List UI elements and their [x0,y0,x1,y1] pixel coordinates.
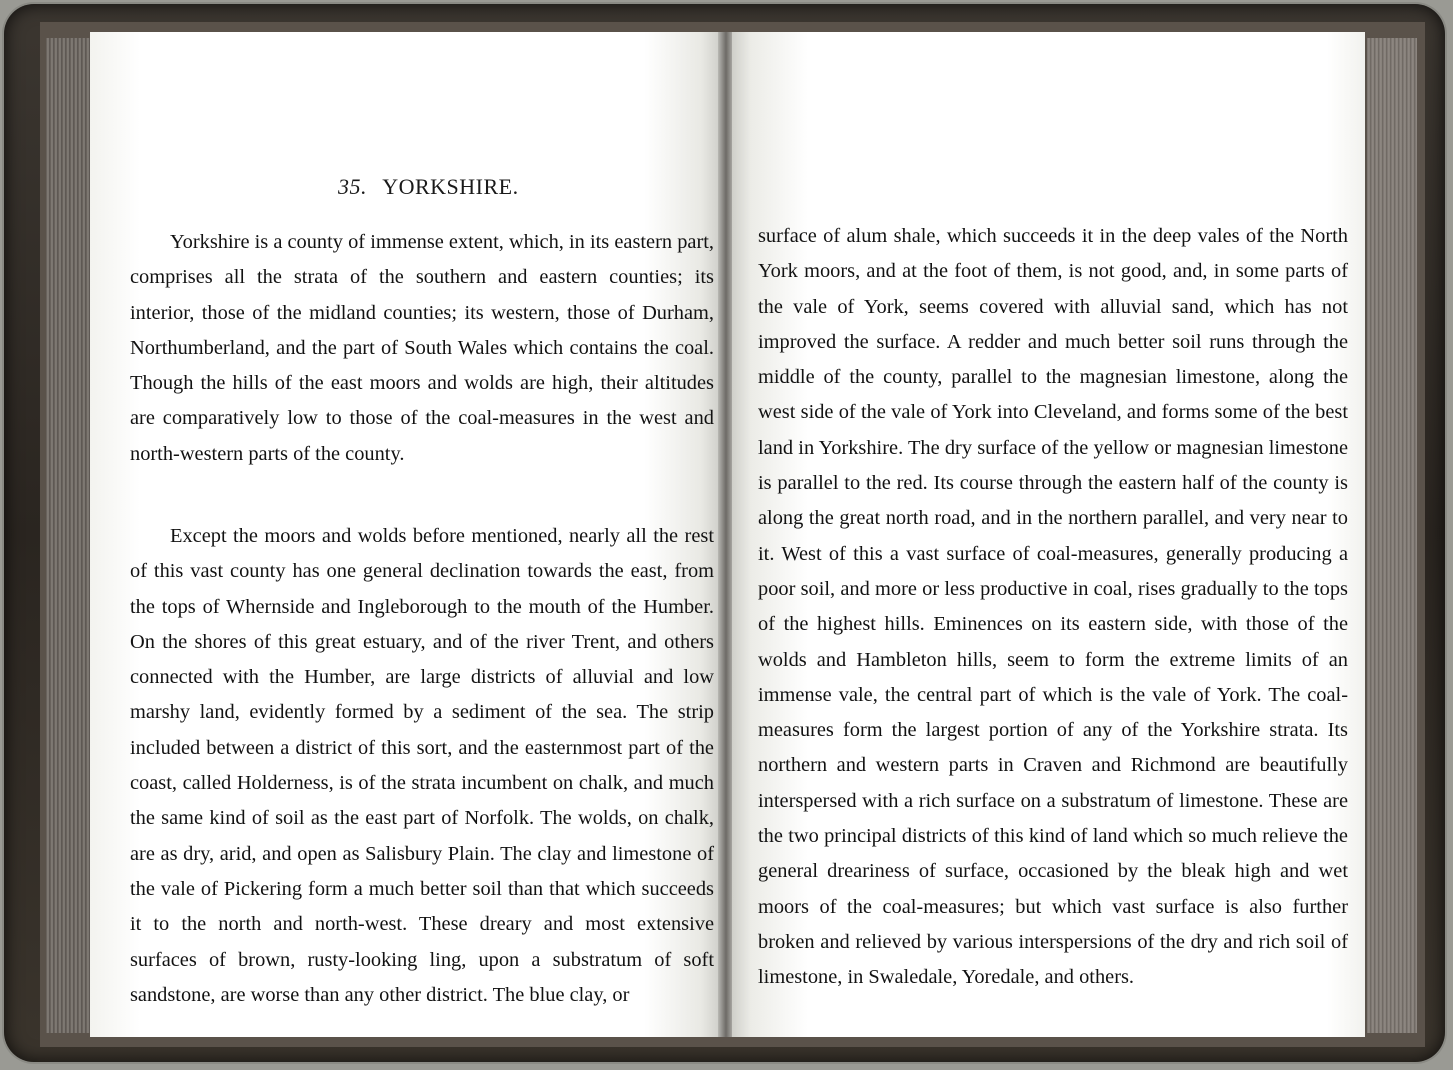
page-number: 35. [338,174,367,199]
paragraph-2: Except the moors and wolds before mentioned, nearly all the rest of this vast county has one general declination towards the east, from the tops of Whernside and Ingleborough to the mouth of the Humber. On the shores of this great estuary, and of the river Trent, and others connected with the Humber, are large districts of alluvial and low marshy land, evidently formed by a sediment of the sea. The strip included between a district of this sort, and the easternmost part of the coast, called Holderness, is of the strata incumbent on chalk, and much the same kind of soil as the east part of Norfolk. The wolds, on chalk, are as dry, arid, and open as Salisbury Plain. The clay and limestone of the vale of Pickering form a much better soil than that which succeeds it to the north and north-west. These dreary and most extensive surfaces of brown, rusty-looking ling, upon a substratum of soft sandstone, are worse than any other district. The blue clay, or [130,525,714,1006]
left-page [90,32,720,1037]
page-title: YORKSHIRE. [382,174,519,199]
open-book [40,22,1425,1047]
left-page-edges [46,38,90,1033]
right-page [732,32,1365,1037]
page-heading [338,174,519,200]
paragraph-1: Yorkshire is a county of immense extent, which, in its eastern part, comprises all the strata of the southern and eastern counties; its interior, those of the midland counties; its western, those of Durham, Northumberland, and the part of South Wales which contains the coal. Though the hills of the east moors and wolds are high, their altitudes are comparatively low to those of the coal-measures in the west and north-western parts of the county. [130,231,714,465]
paragraph-3: surface of alum shale, which succeeds it in the deep vales of the North York moors, and at the foot of them, is not good, and, in some parts of the vale of York, seems covered with alluvial sand, which has not improved the surface. A redder and much better soil runs through the middle of the county, parallel to the magnesian limestone, along the west side of the vale of York into Cleveland, and forms some of the best land in Yorkshire. The dry surface of the yellow or magnesian limestone is parallel to the red. Its course through the eastern half of the county is along the great north road, and in the northern parallel, and very near to it. West of this a vast surface of coal-measures, generally producing a poor soil, and more or less productive in coal, rises gradually to the tops of the highest hills. Eminences on its eastern side, with those of the wolds and Hambleton hills, seem to form the extreme limits of an immense vale, the central part of which is the vale of York. The coal-measures form the largest portion of any of the Yorkshire strata. Its northern and western parts in Craven and Richmond are beautifully interspersed with a rich surface on a substratum of limestone. These are the two principal districts of this kind of land which so much relieve the general dreariness of surface, occasioned by the bleak high and wet moors of the coal-measures; but which vast surface is also further broken and relieved by various interspersions of the dry and rich soil of limestone, in Swaledale, Yoredale, and others. [758,225,1348,989]
right-page-edges [1367,38,1417,1033]
